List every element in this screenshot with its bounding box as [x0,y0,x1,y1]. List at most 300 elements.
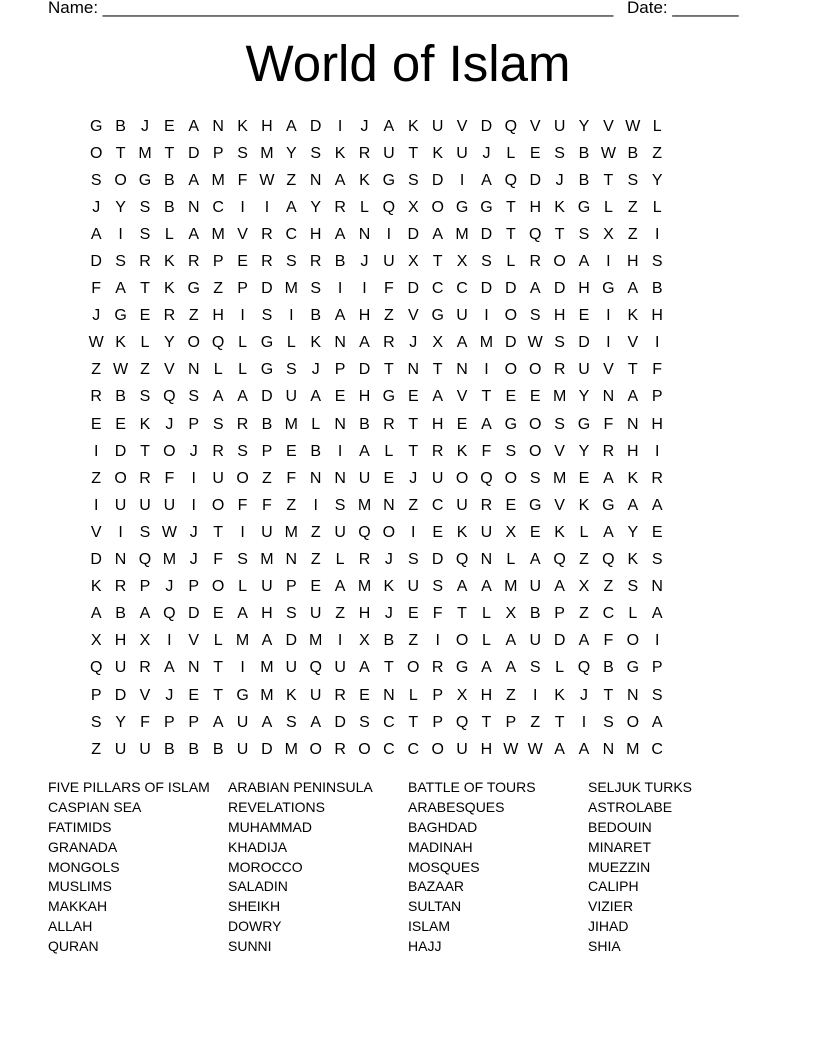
grid-letter: R [163,307,176,325]
grid-row [84,492,732,519]
grid-letter: L [164,225,174,243]
grid-letter: E [529,523,541,541]
word-bank-item: MAKKAH [48,898,108,915]
grid-letter: H [627,442,639,460]
grid-letter: N [627,415,639,433]
grid-letter: I [435,632,440,650]
grid-letter: O [431,740,444,758]
grid-letter: R [261,225,273,243]
grid-row [84,601,732,628]
grid-letter: P [164,713,175,731]
grid-letter: S [310,280,322,298]
grid-letter: D [431,551,444,569]
grid-letter: D [187,605,200,623]
grid-letter: S [359,713,370,731]
grid-letter: K [578,496,590,514]
grid-letter: I [240,307,245,325]
grid-letter: L [506,144,516,162]
grid-letter: T [432,253,443,271]
grid-letter: P [188,713,200,731]
word-bank-item: ARABESQUES [408,798,505,815]
grid-letter: W [527,740,543,758]
grid-letter: O [211,578,225,596]
grid-letter: N [309,171,322,189]
grid-letter: I [484,307,489,325]
grid-letter: O [455,632,469,650]
word-bank-item: REVELATIONS [228,798,325,815]
grid-letter: B [578,171,590,189]
grid-letter: O [89,144,103,162]
grid-letter: V [456,388,468,406]
grid-letter: I [606,253,611,271]
grid-letter: A [603,523,614,541]
grid-letter: V [237,225,248,243]
grid-letter: U [334,659,346,677]
grid-letter: A [285,117,297,135]
grid-letter: S [432,578,443,596]
grid-letter: G [89,117,103,135]
grid-letter: Z [310,551,321,569]
grid-letter: G [455,198,469,216]
grid-letter: U [578,361,590,379]
word-bank-item: SUNNI [228,938,272,955]
grid-letter: E [237,253,248,271]
grid-letter: A [456,334,468,352]
grid-letter: P [651,388,663,406]
word-bank-item: SELJUK TURKS [588,779,692,795]
grid-letter: M [309,632,323,650]
grid-letter: K [456,523,468,541]
grid-letter: A [529,551,541,569]
grid-letter: Z [627,225,638,243]
grid-letter: J [384,551,393,569]
grid-letter: K [164,253,175,271]
grid-letter: K [432,144,443,162]
grid-letter: P [188,415,200,433]
grid-letter: C [383,713,395,731]
grid-row [84,655,732,682]
grid-letter: A [285,198,297,216]
grid-letter: U [285,659,298,677]
grid-letter: J [580,686,588,704]
word-bank-item: GRANADA [48,838,118,855]
grid-letter: D [480,280,493,298]
grid-letter: G [577,415,591,433]
grid-letter: D [505,280,517,298]
grid-letter: A [627,388,639,406]
grid-letter: H [261,605,273,623]
grid-letter: L [213,632,223,650]
grid-letter: R [553,361,566,379]
grid-letter: L [335,551,345,569]
word-bank [48,778,768,957]
grid-letter: S [310,144,322,162]
grid-letter: A [627,496,639,514]
grid-letter: S [139,198,151,216]
grid-letter: R [114,578,127,596]
grid-letter: B [603,659,614,677]
grid-letter: H [114,632,127,650]
grid-letter: G [455,659,469,677]
grid-letter: J [384,605,393,623]
grid-letter: M [138,144,152,162]
grid-letter: W [625,117,641,135]
grid-letter: E [578,307,590,325]
grid-letter: N [627,686,639,704]
grid-row [84,465,732,492]
grid-letter: E [90,415,102,433]
grid-letter: G [260,334,274,352]
grid-letter: Q [602,551,615,569]
grid-letter: S [627,171,639,189]
grid-letter: A [261,632,273,650]
grid-letter: H [261,117,273,135]
grid-letter: O [163,442,176,460]
word-search-grid [84,113,732,763]
grid-letter: L [360,198,369,216]
grid-letter: F [237,496,248,514]
grid-letter: Z [579,551,589,569]
grid-letter: D [553,632,566,650]
grid-letter: E [334,388,346,406]
grid-letter: U [309,605,322,623]
word-bank-item: QURAN [48,938,99,955]
grid-letter: J [409,334,418,352]
grid-letter: A [651,713,663,731]
grid-letter: E [505,496,517,514]
grid-letter: D [90,253,102,271]
grid-letter: A [164,659,175,677]
grid-row [84,384,732,411]
grid-letter: A [359,334,370,352]
grid-letter: P [285,578,297,596]
grid-letter: Y [578,442,590,460]
grid-letter: P [212,144,224,162]
grid-letter: S [529,469,541,487]
grid-letter: S [90,171,102,189]
grid-letter: D [114,442,127,460]
grid-letter: V [139,686,151,704]
grid-letter: I [411,523,416,541]
grid-letter: D [480,225,493,243]
grid-row [84,330,732,357]
grid-letter: B [383,632,395,650]
grid-letter: N [285,551,298,569]
grid-letter: N [480,551,493,569]
grid-letter: J [189,523,198,541]
grid-letter: O [626,632,640,650]
grid-letter: E [212,605,224,623]
grid-letter: A [334,307,346,325]
grid-letter: K [334,144,346,162]
grid-letter: K [310,334,322,352]
grid-letter: B [115,388,126,406]
grid-letter: S [139,388,151,406]
grid-letter: T [213,523,224,541]
grid-letter: A [529,280,541,298]
grid-letter: E [651,523,663,541]
grid-letter: D [480,117,493,135]
grid-letter: D [529,171,541,189]
grid-letter: S [139,523,151,541]
grid-letter: V [456,117,468,135]
grid-letter: M [552,388,567,406]
grid-letter: F [286,469,297,487]
grid-letter: P [505,713,517,731]
grid-letter: G [602,280,615,298]
grid-letter: F [262,496,272,514]
grid-letter: P [334,361,346,379]
grid-letter: L [238,361,247,379]
grid-letter: U [114,659,127,677]
grid-letter: K [237,117,248,135]
grid-letter: S [90,713,102,731]
grid-letter: Q [455,551,469,569]
grid-letter: T [432,361,443,379]
grid-letter: T [408,442,419,460]
grid-letter: T [140,442,150,460]
grid-letter: J [360,253,369,271]
grid-letter: J [92,307,101,325]
grid-letter: U [431,469,444,487]
grid-letter: D [114,686,127,704]
grid-letter: N [407,361,420,379]
grid-letter: R [431,442,444,460]
grid-letter: R [334,686,346,704]
grid-letter: T [481,713,492,731]
word-bank-item: MONGOLS [48,858,120,875]
grid-letter: P [237,280,248,298]
grid-letter: U [529,578,541,596]
grid-letter: D [334,713,346,731]
grid-letter: D [261,740,273,758]
grid-row [84,411,732,438]
grid-letter: J [165,415,174,433]
grid-letter: N [602,740,615,758]
grid-letter: G [382,388,396,406]
grid-letter: T [505,225,516,243]
grid-row [84,357,732,384]
grid-letter: I [167,632,172,650]
grid-letter: O [211,496,225,514]
grid-letter: G [529,496,542,514]
grid-letter: M [162,551,177,569]
grid-letter: C [212,198,224,216]
grid-letter: H [553,307,566,325]
grid-letter: M [235,632,250,650]
grid-letter: I [337,442,343,460]
grid-letter: J [409,469,418,487]
grid-letter: T [115,144,126,162]
grid-letter: N [187,198,200,216]
grid-letter: S [334,496,346,514]
word-bank-item: JIHAD [588,918,629,935]
word-bank-item: MUSLIMS [48,878,112,895]
grid-letter: W [503,740,519,758]
grid-letter: W [259,171,275,189]
grid-letter: D [578,334,590,352]
grid-letter: L [652,117,662,135]
grid-letter: B [212,740,224,758]
grid-letter: O [529,415,542,433]
grid-letter: I [191,496,196,514]
grid-letter: R [383,415,395,433]
grid-letter: Z [91,469,102,487]
grid-letter: P [554,605,565,623]
grid-letter: H [309,225,322,243]
grid-letter: B [310,307,322,325]
grid-letter: S [578,225,590,243]
grid-letter: G [260,361,274,379]
grid-row [84,519,732,546]
grid-letter: L [408,686,418,704]
grid-row [84,736,732,763]
grid-letter: U [383,144,395,162]
grid-letter: R [529,253,541,271]
grid-letter: S [627,578,639,596]
grid-letter: M [211,171,225,189]
grid-letter: L [286,334,296,352]
grid-letter: A [334,578,346,596]
grid-letter: A [505,659,517,677]
grid-letter: B [359,415,370,433]
grid-letter: A [212,388,224,406]
grid-letter: Q [553,551,566,569]
grid-letter: Q [89,659,103,677]
grid-letter: F [140,713,150,731]
word-bank-item: CALIPH [588,878,639,895]
grid-letter: A [456,578,468,596]
grid-letter: I [459,171,465,189]
grid-letter: F [481,442,492,460]
grid-letter: D [407,280,420,298]
grid-letter: R [358,551,371,569]
grid-letter: O [529,361,542,379]
word-bank-item: SHIA [588,938,621,955]
grid-letter: T [383,659,394,677]
grid-row [84,248,732,275]
grid-letter: S [651,551,663,569]
grid-letter: T [140,280,150,298]
grid-letter: D [187,144,200,162]
grid-letter: K [554,523,565,541]
grid-letter: R [139,253,151,271]
grid-letter: F [383,280,394,298]
word-bank-item: BAGHDAD [408,818,478,835]
grid-letter: H [651,415,663,433]
grid-letter: C [431,496,444,514]
grid-letter: H [431,415,444,433]
grid-letter: S [188,388,200,406]
grid-letter: Q [163,605,176,623]
grid-letter: J [92,198,101,216]
grid-letter: Z [505,686,516,704]
grid-letter: I [654,225,660,243]
grid-letter: Y [310,198,322,216]
grid-letter: Z [213,280,224,298]
grid-letter: J [482,144,491,162]
grid-letter: U [285,388,298,406]
grid-letter: I [654,632,660,650]
grid-letter: M [260,659,274,677]
grid-letter: U [309,686,322,704]
grid-letter: M [260,144,274,162]
grid-letter: V [554,442,565,460]
grid-letter: Z [335,605,345,623]
word-bank-item: MADINAH [408,838,473,855]
grid-letter: G [138,171,152,189]
grid-letter: Z [579,605,589,623]
grid-letter: Z [188,307,199,325]
grid-letter: X [407,198,419,216]
grid-letter: L [311,415,321,433]
grid-letter: T [213,659,224,677]
grid-letter: A [481,171,492,189]
name-field: Name: ______________________________________________________ [48,0,614,17]
grid-letter: M [284,280,298,298]
grid-letter: E [115,415,126,433]
grid-letter: U [431,117,444,135]
grid-letter: G [236,686,249,704]
grid-letter: K [554,686,565,704]
grid-letter: L [481,605,491,623]
grid-letter: C [431,280,444,298]
grid-letter: R [358,144,371,162]
grid-letter: S [603,713,614,731]
grid-letter: Z [603,578,614,596]
grid-letter: N [383,496,395,514]
grid-letter: Z [262,469,272,487]
grid-letter: M [284,740,298,758]
grid-letter: Q [455,713,469,731]
grid-letter: U [236,740,249,758]
grid-letter: A [554,740,565,758]
grid-letter: K [285,686,297,704]
grid-letter: F [91,280,102,298]
grid-letter: Z [286,171,297,189]
grid-letter: V [603,117,614,135]
grid-letter: B [164,198,175,216]
word-bank-item: ASTROLABE [588,798,673,815]
grid-letter: Z [91,740,102,758]
grid-letter: K [359,171,370,189]
grid-letter: B [261,415,273,433]
grid-letter: J [555,171,564,189]
grid-letter: N [602,388,615,406]
grid-letter: O [114,469,127,487]
grid-letter: I [191,469,196,487]
grid-letter: K [627,551,639,569]
grid-letter: R [334,198,346,216]
grid-row [84,140,732,167]
grid-letter: Y [627,523,639,541]
grid-letter: Q [211,334,225,352]
grid-letter: L [603,198,613,216]
grid-letter: R [139,469,151,487]
grid-letter: D [431,171,444,189]
grid-letter: P [90,686,102,704]
grid-letter: A [481,578,492,596]
grid-letter: E [505,388,517,406]
grid-letter: S [237,144,248,162]
grid-letter: Q [577,659,591,677]
grid-letter: N [212,117,224,135]
grid-letter: U [261,523,273,541]
grid-letter: X [139,632,151,650]
grid-letter: M [357,496,372,514]
grid-letter: G [382,171,396,189]
grid-letter: D [261,280,273,298]
